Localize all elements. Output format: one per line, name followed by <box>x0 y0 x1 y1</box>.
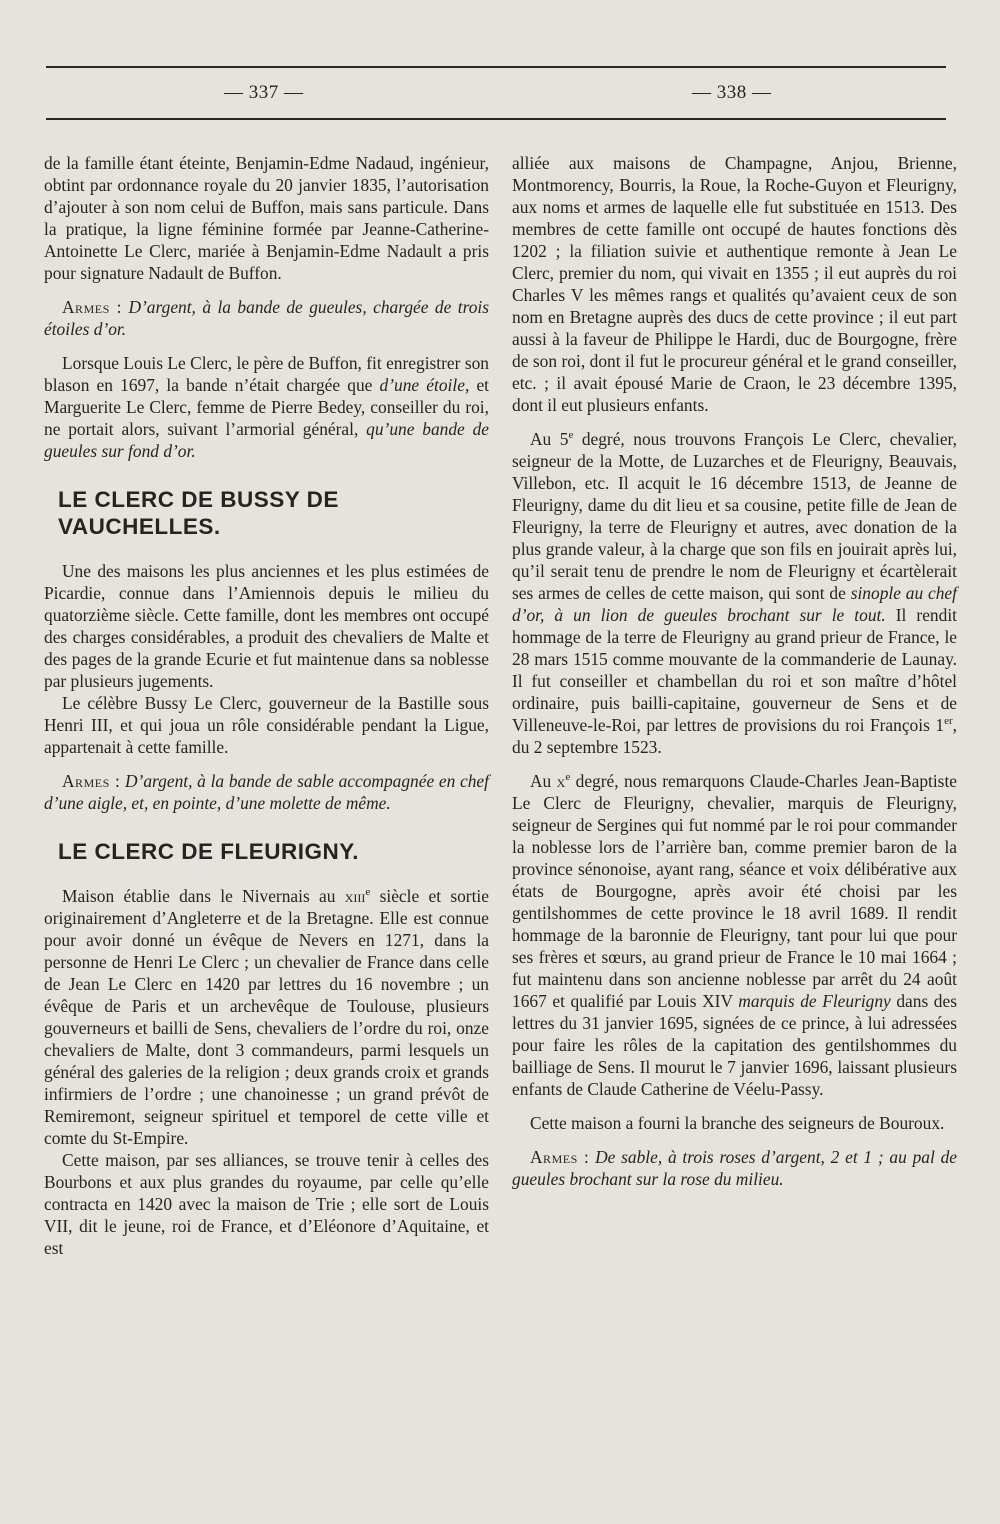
paragraph: Une des maisons les plus anciennes et les plus estimées de Picardie, connue dans l’Amiennois depuis le milieu du quatorzième siècle. Cette famille, dont les membres ont occupé des charges considérables, a produit des chevaliers de Malte et des pages de la grande Ecurie et fut maintenue dans sa noblesse par plusieurs jugements. <box>44 561 489 691</box>
text-run: Au <box>530 771 552 791</box>
text-run: dans des lettres du 31 janvier 1695, signées de ce prince, à lui adressées pour faire les rôles de la capitation des gentilshommes du bailliage de Sens. Il mourut le 7 janvier 1696, laissant plusieurs enfants de Claude Catherine de Véelu-Passy. <box>512 991 957 1099</box>
right-column <box>512 152 957 1190</box>
text-run: degré, nous remarquons Claude-Charles Jean-Baptiste Le Clerc de Fleurigny, chevalier, marquis de Fleurigny, seigneur de Sergines qui fut nommé par le roi pour commander la noblesse lors de l’arrière ban, comme premier baron de la province sénonoise, ayant rang, séance et voix délibérative aux états de Bourgogne, après avoir été choisi par les gentilshommes de cette province le 18 avril 1689. Il rendit hommage de la baronnie de Fleurigny, tant pour lui que pour ses frères et sœurs, au grand prieur de France le 10 mai 1664 ; fut maintenu dans son ancienne noblesse par arrêt du 24 août 1667 et qualifié par Louis XIV <box>512 771 957 1011</box>
header-rule-bottom <box>46 118 946 120</box>
text-run: degré, nous trouvons François Le Clerc, chevalier, seigneur de la Motte, de Luzarches et de Fleurigny, Beauvais, Villebon, etc. Il acquit le 16 décembre 1513, de Jeanne de Fleurigny, dame du dit lieu et sa cousine, petite fille de Jean de Fleurigny, la terre de Fleurigny et autres, avec donation de la plus grande valeur, à la charge que son fils en jouirait après lui, qu’il serait tenu de prendre le nom de Fleurigny et écartèlerait ses armes de celles de cette maison, qui sont de <box>512 429 957 603</box>
text-run-italic: sinople au chef d’or, à un lion de gueules brochant sur le tout. <box>512 583 957 625</box>
superscript: e <box>565 771 571 784</box>
paragraph: Cette maison a fourni la branche des seigneurs de Bouroux. <box>530 1113 945 1133</box>
paragraph: de la famille étant éteinte, Benjamin-Edme Nadaud, ingénieur, obtint par ordonnance royale du 20 janvier 1835, l’autorisation d’ajouter à son nom celui de Buffon, mais sans particule. Dans la pratique, la ligne féminine formée par Jeanne-Catherine-Antoinette Le Clerc, mariée à Benjamin-Edme Nadault a pris pour signature Nadault de Buffon. <box>44 153 489 283</box>
section-heading: LE CLERC DE BUSSY DE VAUCHELLES. <box>58 487 339 539</box>
paragraph: alliée aux maisons de Champagne, Anjou, Brienne, Montmorency, Bourris, la Roue, la Roche-Guyon et Fleurigny, aux noms et armes de laquelle elle fut substituée en 1513. Des membres de cette famille ont occupé de hautes fonctions dès 1202 ; la filiation suivie et authentique remonte à Jean Le Clerc, premier du nom, qui vivait en 1355 ; il eut auprès du roi Charles V les mêmes rangs et qualités qu’avaient ceux de son nom en Bretagne auprès des ducs de cette province ; il eut part aussi à la faveur de Philippe le Hardi, duc de Bourgogne, frère de son roi, dont il fut le procureur général et le grand conseiller, etc. ; il avait épousé Marie de Craon, le 23 décembre 1395, dont il eut plusieurs enfants. <box>512 153 957 415</box>
superscript: er <box>944 715 953 728</box>
text-run-italic: marquis de Fleurigny <box>738 991 891 1011</box>
armes-label: Armes : <box>530 1147 590 1167</box>
century-numeral: xiii <box>344 886 366 906</box>
section-heading: LE CLERC DE FLEURIGNY. <box>58 839 360 864</box>
armes-bussy <box>44 770 489 814</box>
text-run-italic: qu’une bande de gueules sur fond d’or. <box>44 419 489 461</box>
armes-blazon: D’argent, à la bande de sable accompagnée en chef d’une aigle, et, en pointe, d’une molette de même. <box>44 771 489 813</box>
text-run: Maison établie dans le Nivernais au <box>62 886 336 906</box>
armes-fleurigny <box>512 1146 957 1190</box>
armes-label: Armes : <box>62 297 123 317</box>
superscript: e <box>568 429 574 442</box>
superscript: e <box>365 886 371 899</box>
text-run-italic: d’une étoile <box>379 375 465 395</box>
paragraph <box>44 885 489 1149</box>
page-number-left: — 337 — <box>224 82 304 103</box>
degree-numeral: x <box>556 771 566 791</box>
text-run: Au 5 <box>530 429 569 449</box>
text-run: , du 2 septembre 1523. <box>512 715 957 757</box>
armes-buffon <box>44 296 489 340</box>
paragraph: Cette maison, par ses alliances, se trouve tenir à celles des Bourbons et aux plus grandes du royaume, par celle qu’elle contracta en 1420 avec la maison de Trie ; elle sort de Louis VII, dit le jeune, roi de France, et d’Eléonore d’Aquitaine, et est <box>44 1150 489 1258</box>
left-column <box>44 152 489 1259</box>
paragraph <box>512 770 957 1100</box>
page-number-right: — 338 — <box>692 82 772 103</box>
text-run: , et Marguerite Le Clerc, femme de Pierre Bedey, conseiller du roi, ne portait alors, suivant l’armorial général, <box>44 375 489 439</box>
paragraph <box>512 428 957 758</box>
text-run: Il rendit hommage de la terre de Fleurigny au grand prieur de France, le 28 mars 1515 comme mouvante de la commanderie de Launay. Il fut conseiller et chambellan du roi et son maître d’hôtel ordinaire, puis bailli-capitaine, gouverneur de Sens et de Villeneuve-le-Roi, par lettres de provisions du roi François 1 <box>512 605 957 735</box>
armes-label: Armes : <box>62 771 121 791</box>
armes-blazon: De sable, à trois roses d’argent, 2 et 1 ; au pal de gueules brochant sur la rose du milieu. <box>512 1147 957 1189</box>
armes-blazon: D’argent, à la bande de gueules, chargée de trois étoiles d’or. <box>44 297 489 339</box>
text-run: siècle et sortie originairement d’Angleterre et de la Bretagne. Elle est connue pour avoir donné un évêque de Nevers en 1271, dans la personne de Henri Le Clerc ; un chevalier de France dans celle de Jean Le Clerc en 1420 par lettres du 16 novembre ; un évêque de Paris et un archevêque de Toulouse, plusieurs gouverneurs et bailli de Sens, chevaliers de l’ordre du roi, onze chevaliers de Malte, dont 3 commandeurs, parmi lesquels un général des galeries de la religion ; deux grands croix et grands infirmiers de l’ordre ; une chanoinesse ; un grand prévôt de Remiremont, seigneur spirituel et temporel de cette ville et comte du St-Empire. <box>44 886 489 1148</box>
paragraph: Le célèbre Bussy Le Clerc, gouverneur de la Bastille sous Henri III, et qui joua un rôle considérable pendant la Ligue, appartenait à cette famille. <box>44 693 489 757</box>
header-rule-top <box>46 66 946 68</box>
paragraph <box>44 352 489 462</box>
text-run: Lorsque Louis Le Clerc, le père de Buffon, fit enregistrer son blason en 1697, la bande n’était chargée que <box>44 353 489 395</box>
